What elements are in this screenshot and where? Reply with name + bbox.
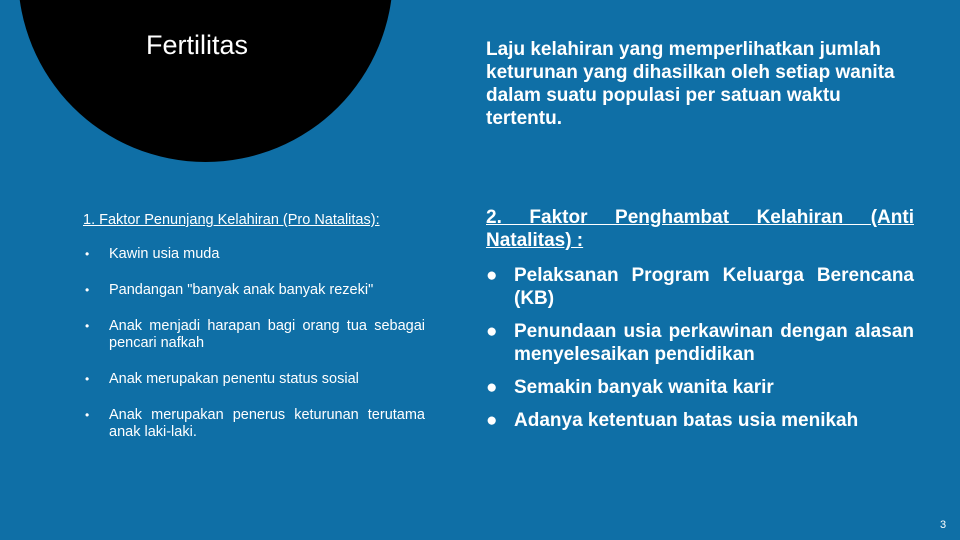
slide-title: Fertilitas [146,30,249,60]
bullet-icon: • [85,319,90,333]
anti-natalitas-heading: 2. Faktor Penghambat Kelahiran (Anti Natalitas) : [486,207,914,251]
list-item-text: Anak merupakan penentu status sosial [109,371,359,387]
bullet-icon: ● [486,377,498,398]
list-item [486,409,914,432]
anti-natalitas-list [486,264,914,442]
title-circle-shape [18,0,393,162]
bullet-icon: • [85,408,90,422]
list-item [486,376,914,399]
list-item-text: Pandangan "banyak anak banyak rezeki" [109,282,374,298]
list-item [486,264,914,310]
list-item-text: Pelaksanan Program Keluarga Berencana (KB) [514,265,914,309]
list-item-text: Adanya ketentuan batas usia menikah [514,410,859,431]
list-item [83,282,425,299]
list-item [83,371,425,388]
pro-natalitas-list [83,246,425,460]
bullet-icon: ● [486,321,498,342]
list-item-text: Penundaan usia perkawinan dengan alasan menyelesaikan pendidikan [514,321,914,365]
pro-natalitas-heading: 1. Faktor Penunjang Kelahiran (Pro Natalitas): [83,212,380,228]
list-item [83,407,425,441]
list-item-text: Semakin banyak wanita karir [514,377,774,398]
definition-text: Laju kelahiran yang memperlihatkan jumlah keturunan yang dihasilkan oleh setiap wanita dalam suatu populasi per satuan waktu tertentu. [486,39,895,129]
list-item [83,318,425,352]
list-item-text: Kawin usia muda [109,246,220,262]
list-item [486,320,914,366]
list-item [83,246,425,263]
bullet-icon: • [85,372,90,386]
list-item-text: Anak menjadi harapan bagi orang tua sebagai pencari nafkah [109,318,425,351]
bullet-icon: ● [486,410,498,431]
bullet-icon: • [85,283,90,297]
page-number: 3 [940,519,947,531]
list-item-text: Anak merupakan penerus keturunan terutama anak laki-laki. [109,407,425,440]
bullet-icon: ● [486,265,498,286]
bullet-icon: • [85,247,90,261]
